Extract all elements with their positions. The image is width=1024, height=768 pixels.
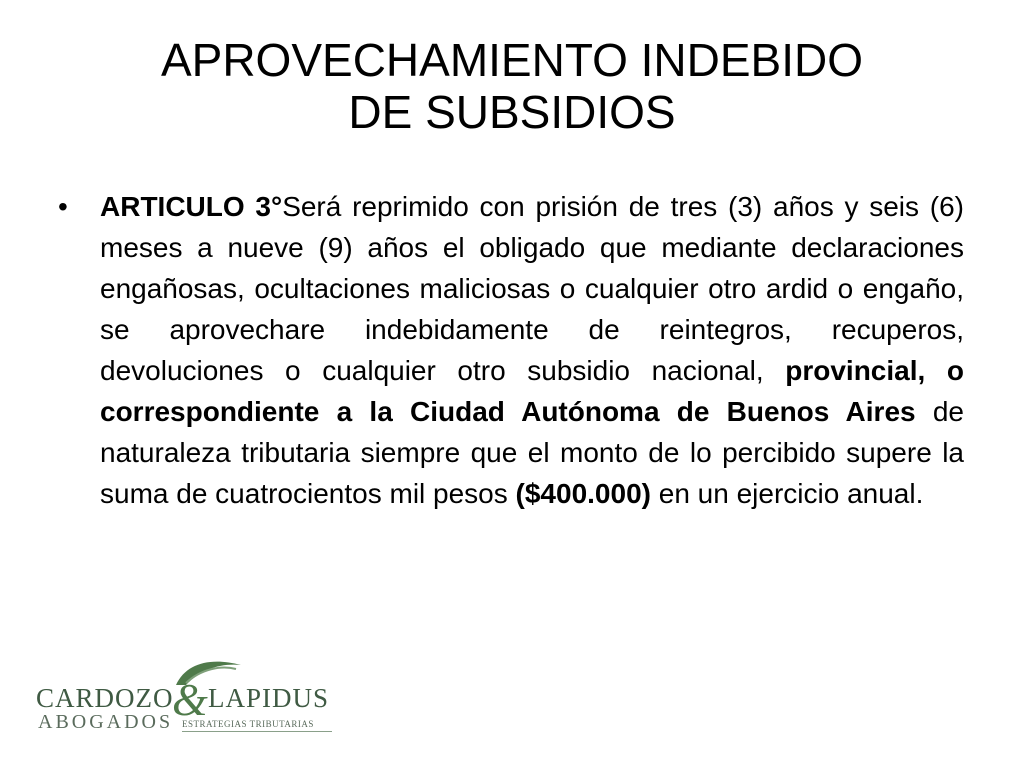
slide-title-line-1: APROVECHAMIENTO INDEBIDO	[160, 34, 864, 86]
article-text-part-3: en un ejercicio anual.	[650, 478, 924, 509]
slide-title	[60, 34, 964, 138]
article-text-part-1: Será reprimido con prisión de tres (3) años y seis (6) meses a nueve (9) años el obligado que mediante declaraciones engañosas, ocultaciones maliciosas o cualquier otro ardid o engaño, se aprovechare indebidamente de reintegros, recuperos, devoluciones o cualquier otro subsidio nacional,	[100, 191, 964, 386]
logo-subtitle: ABOGADOS	[38, 711, 174, 733]
slide-title-line-2: DE SUBSIDIOS	[348, 86, 676, 138]
article-bold-amount: ($400.000)	[515, 478, 651, 509]
logo-tagline: ESTRATEGIAS TRIBUTARIAS	[182, 719, 314, 729]
article-text-part-2: de naturaleza tributaria siempre que el monto de lo percibido supere la suma de cuatrocientos mil pesos	[100, 396, 964, 509]
article-heading: ARTICULO 3°	[100, 191, 283, 222]
logo-name-right: LAPIDUS	[208, 683, 330, 713]
logo-name-left: CARDOZO	[36, 683, 174, 713]
logo-divider	[182, 731, 332, 732]
firm-logo	[36, 655, 346, 745]
article-bold-jurisdiction: provincial, o correspondiente a la Ciudad Autónoma de Buenos Aires	[100, 355, 964, 427]
bullet-item	[58, 186, 964, 514]
article-paragraph	[100, 186, 964, 514]
bullet-icon: •	[58, 191, 68, 222]
logo-ampersand: &	[172, 674, 208, 725]
